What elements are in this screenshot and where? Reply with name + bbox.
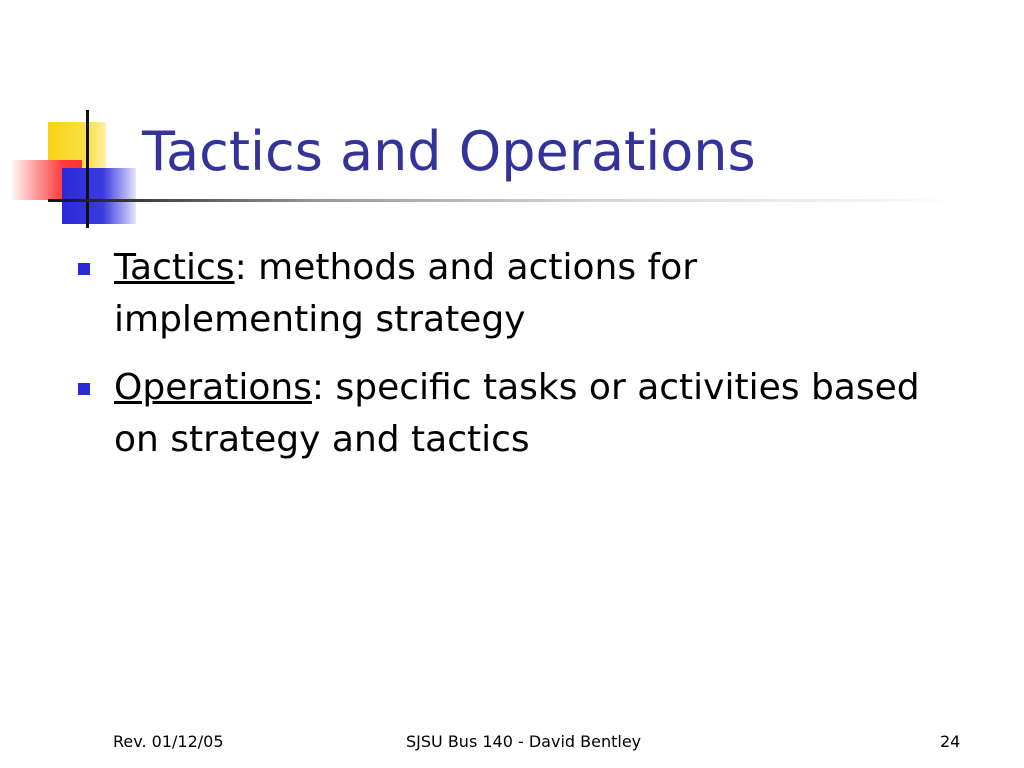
square-bullet-icon <box>78 263 90 275</box>
vertical-rule <box>86 110 89 228</box>
blue-square <box>62 168 136 224</box>
decorative-squares-icon <box>0 0 150 240</box>
bullet-text: : methods and actions for implementing strategy <box>114 247 698 340</box>
footer-course-author: SJSU Bus 140 - David Bentley <box>406 732 642 751</box>
bullet-text: : specific tasks or activities based on strategy and tactics <box>114 367 920 460</box>
bullet-term: Tactics <box>114 247 235 288</box>
slide-title: Tactics and Operations <box>142 120 756 183</box>
bullet-item <box>74 242 954 346</box>
title-underline-rule <box>48 199 960 202</box>
bullet-item <box>74 362 954 466</box>
footer-page-number: 24 <box>940 732 961 751</box>
footer-revision-date: Rev. 01/12/05 <box>113 732 224 751</box>
bullet-list <box>74 242 954 482</box>
bullet-term: Operations <box>114 367 312 408</box>
square-bullet-icon <box>78 383 90 395</box>
